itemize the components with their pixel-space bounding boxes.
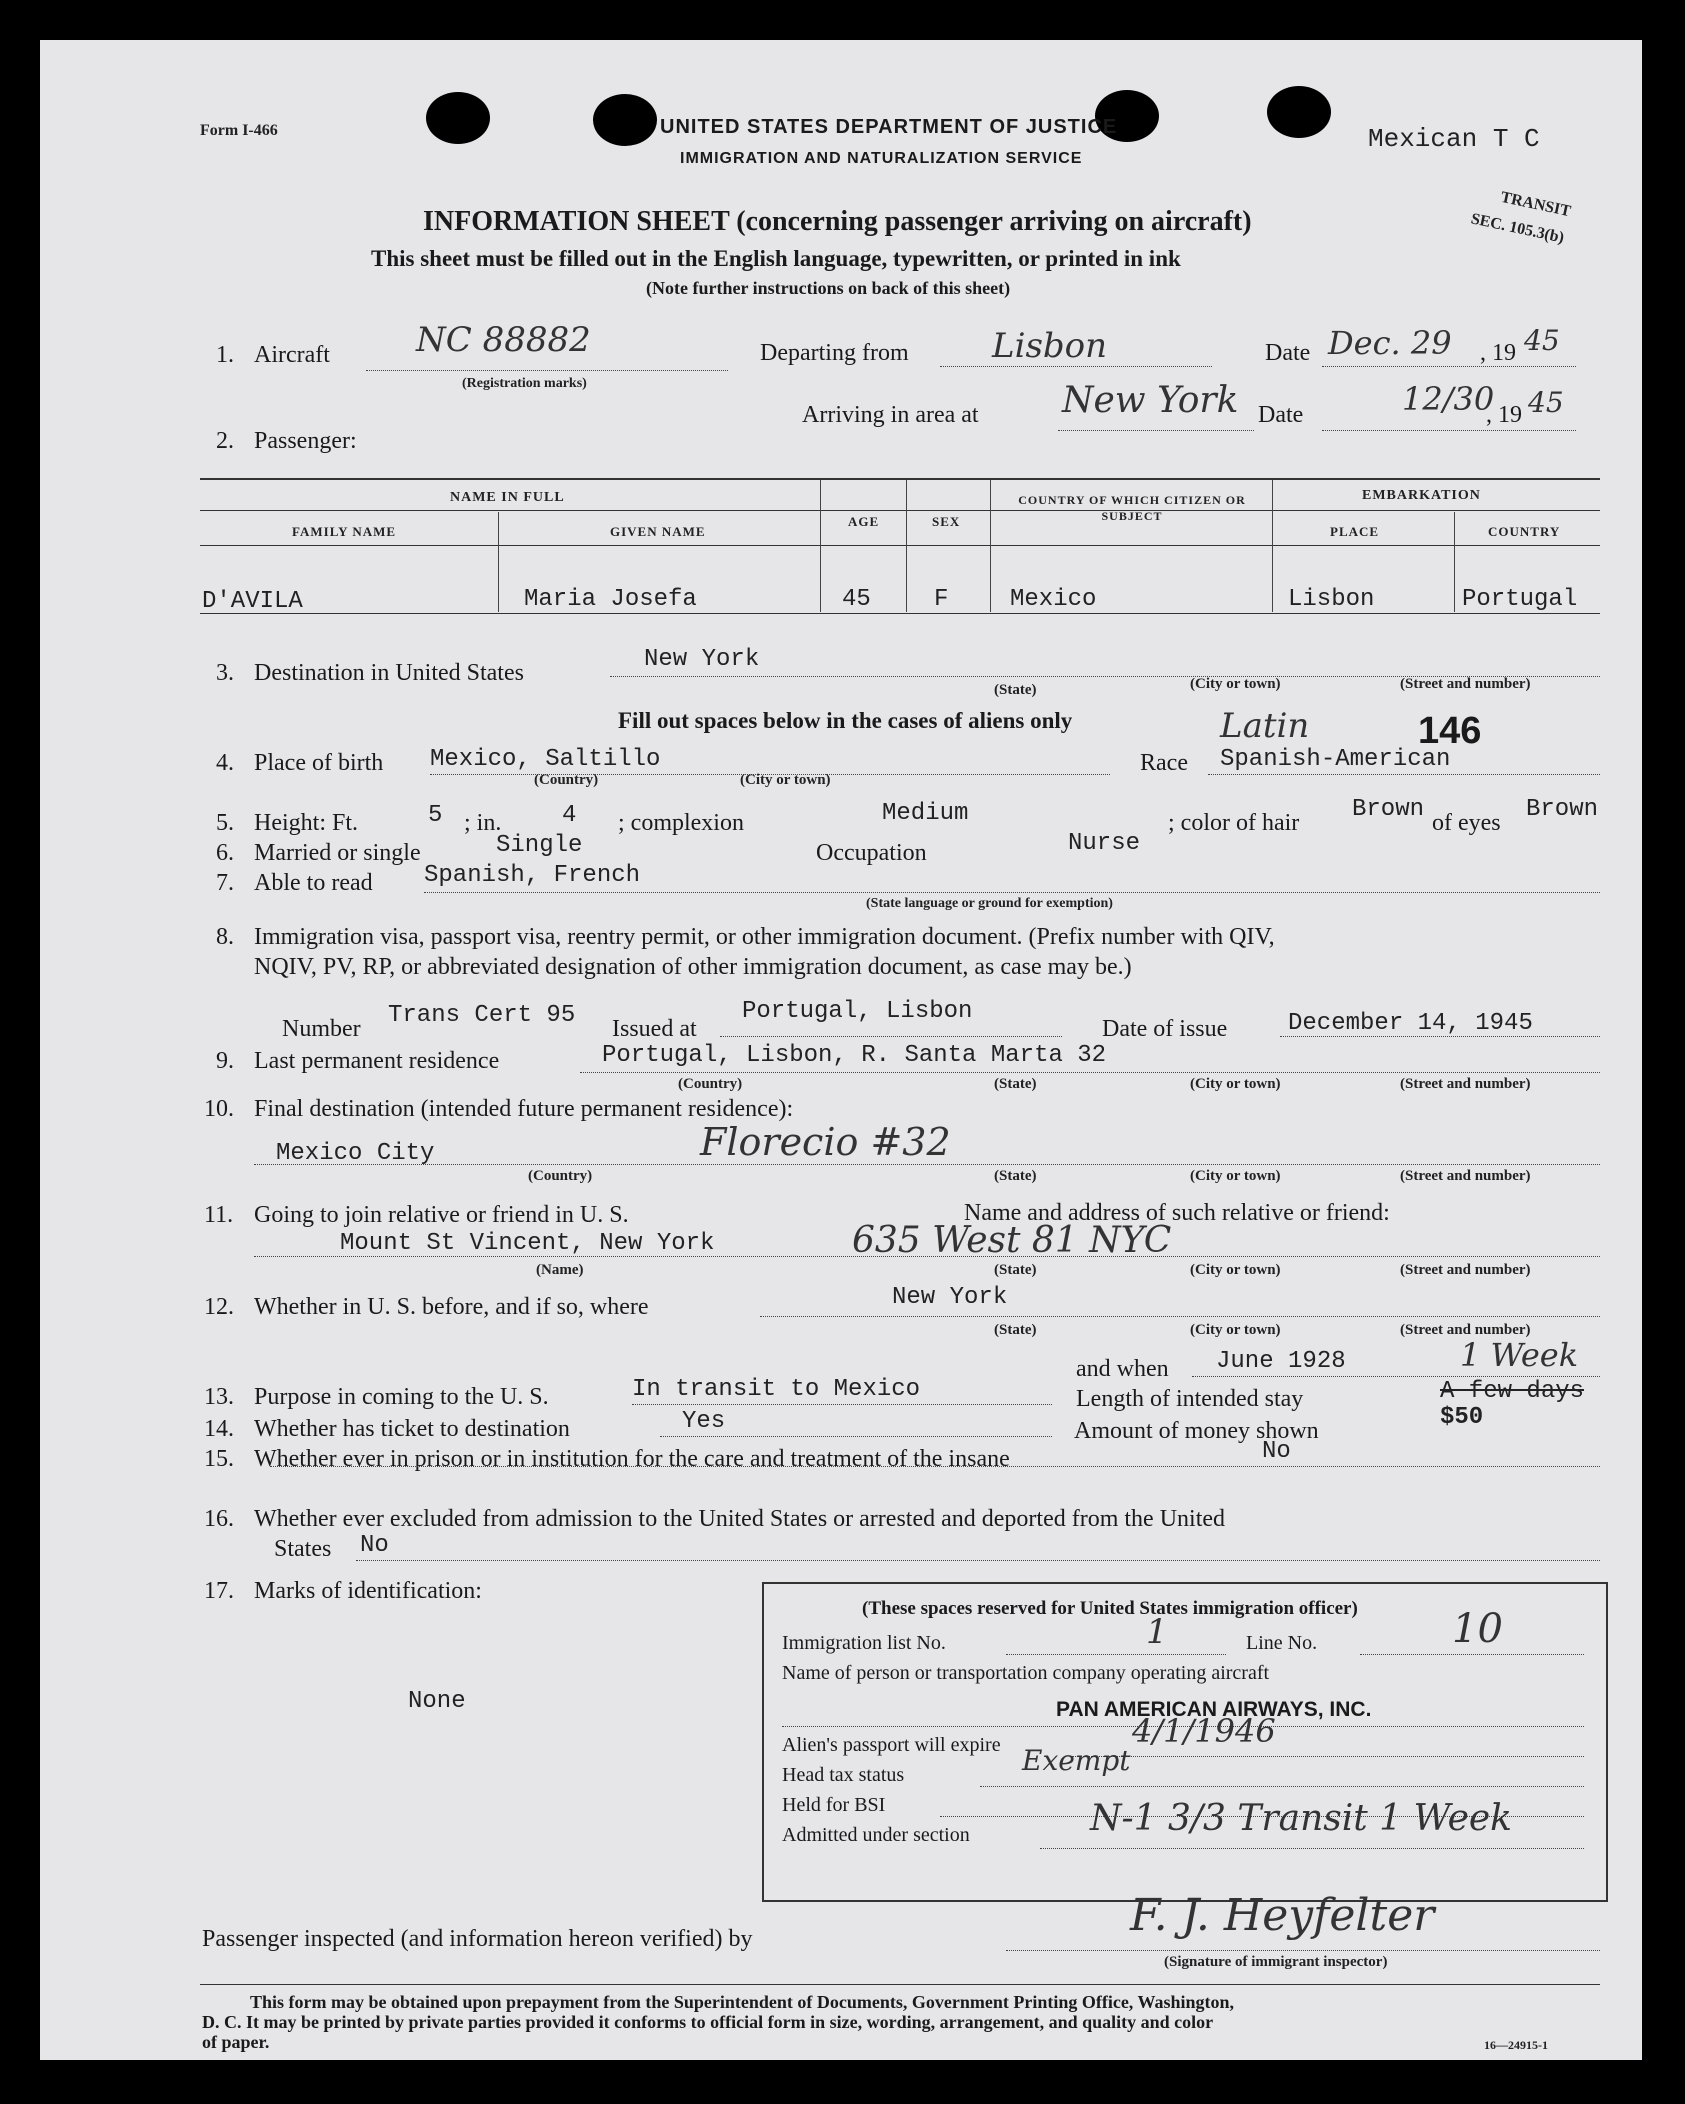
final-dest-street: Florecio #32 — [700, 1120, 951, 1164]
ticket-line — [660, 1436, 1052, 1437]
purpose-value: In transit to Mexico — [632, 1376, 921, 1403]
signature-caption: (Signature of immigrant inspector) — [1164, 1954, 1388, 1970]
table-col-rule — [1454, 512, 1455, 612]
line-no-line — [1360, 1654, 1584, 1655]
header-place: PLACE — [1330, 524, 1380, 539]
join-address: 635 West 81 NYC — [852, 1220, 1172, 1261]
caption-city: (City or town) — [1190, 1262, 1281, 1278]
item-number: 7. — [216, 870, 234, 896]
join-label: Going to join relative or friend in U. S. — [254, 1202, 629, 1228]
footer-line3: of paper. — [202, 2032, 270, 2052]
citizen-value: Mexico — [1010, 586, 1097, 613]
height-label: Height: Ft. — [254, 810, 359, 836]
when-label: and when — [1076, 1356, 1169, 1382]
visa-number: Trans Cert 95 — [388, 1002, 576, 1029]
item-number: 12. — [204, 1294, 234, 1320]
height-ft: 5 — [428, 802, 443, 829]
table-col-rule — [498, 512, 499, 612]
passport-line — [1072, 1756, 1584, 1757]
family-name-value: D'AVILA — [202, 588, 303, 615]
when-value: June 1928 — [1216, 1348, 1346, 1375]
header-age: AGE — [848, 514, 880, 529]
when-line — [1192, 1376, 1600, 1377]
table-col-rule — [990, 480, 991, 612]
table-sub-rule — [200, 545, 1600, 546]
punch-hole — [1267, 86, 1331, 138]
ticket-label: Whether has ticket to destination — [254, 1416, 570, 1442]
transit-stamp-line1: TRANSIT — [1499, 188, 1573, 221]
visa-label-line1: Immigration visa, passport visa, reentry permit, or other immigration document. (Prefix number with QIV, — [254, 924, 1275, 950]
caption-state: (State) — [994, 682, 1037, 698]
header-sex: SEX — [932, 514, 961, 529]
departure-date: Dec. 29 — [1328, 324, 1452, 362]
caption-city: (City or town) — [1190, 676, 1281, 692]
item-number: 6. — [216, 840, 234, 866]
join-line — [254, 1256, 1600, 1257]
aircraft-line — [366, 370, 728, 371]
birth-label: Place of birth — [254, 750, 384, 776]
marks-value: None — [408, 1688, 466, 1715]
item-number: 5. — [216, 810, 234, 836]
eyes-label: of eyes — [1432, 810, 1501, 836]
table-bottom-rule — [200, 613, 1600, 614]
arrival-date-label: Date — [1258, 402, 1304, 428]
race-label: Race — [1140, 750, 1188, 776]
purpose-label: Purpose in coming to the U. S. — [254, 1384, 549, 1410]
money-label: Amount of money shown — [1074, 1418, 1319, 1444]
departing-line — [940, 366, 1212, 367]
emb-place-value: Lisbon — [1288, 586, 1375, 613]
departing-value: Lisbon — [992, 326, 1108, 366]
purpose-line — [632, 1404, 1052, 1405]
marks-label: Marks of identification: — [254, 1578, 482, 1604]
aliens-heading: Fill out spaces below in the cases of aliens only — [618, 708, 1073, 733]
item-number: 8. — [216, 924, 234, 950]
sex-value: F — [934, 586, 949, 613]
item-number: 9. — [216, 1048, 234, 1074]
occupation-label: Occupation — [816, 840, 927, 866]
list-number: 1 — [1146, 1612, 1168, 1652]
ticket-value: Yes — [682, 1408, 726, 1435]
service-name: IMMIGRATION AND NATURALIZATION SERVICE — [680, 150, 1083, 167]
final-dest-label: Final destination (intended future permanent residence): — [254, 1096, 794, 1122]
item-number: 2. — [216, 428, 234, 454]
caption-street: (Street and number) — [1400, 676, 1531, 692]
visa-issued: Portugal, Lisbon — [742, 998, 973, 1025]
stay-value: A few days — [1440, 1378, 1585, 1405]
inspected-label: Passenger inspected (and information hereon verified) by — [202, 1926, 753, 1952]
destination-label: Destination in United States — [254, 660, 524, 686]
item-number: 13. — [204, 1384, 234, 1410]
visa-date-label: Date of issue — [1102, 1016, 1228, 1042]
item-number: 4. — [216, 750, 234, 776]
visa-issued-line — [720, 1036, 1062, 1037]
before-value: New York — [892, 1284, 1008, 1311]
race-handwritten: Latin — [1220, 706, 1310, 746]
given-name-value: Maria Josefa — [524, 586, 697, 613]
caption-country: (Country) — [534, 772, 599, 788]
hair-value: Brown — [1352, 796, 1425, 823]
read-line — [424, 892, 1600, 893]
join-name-label: Name and address of such relative or friend: — [964, 1200, 1390, 1226]
height-in-label: ; in. — [464, 810, 502, 836]
list-label: Immigration list No. — [782, 1632, 946, 1654]
caption-state: (State) — [994, 1262, 1037, 1278]
form-sheet — [40, 40, 1642, 2060]
passport-label: Alien's passport will expire — [782, 1734, 1001, 1756]
inspector-signature: F. J. Heyfelter — [1130, 1890, 1435, 1941]
line-label: Line No. — [1246, 1632, 1318, 1654]
header-name-in-full: NAME IN FULL — [450, 490, 565, 505]
section-line — [1040, 1848, 1584, 1849]
table-col-rule — [906, 480, 907, 612]
officer-box-title: (These spaces reserved for United States immigration officer) — [862, 1598, 1358, 1619]
occupation-value: Nurse — [1068, 830, 1141, 857]
header-given-name: GIVEN NAME — [610, 524, 706, 539]
read-caption: (State language or ground for exemption) — [866, 896, 1113, 911]
caption-country: (Country) — [528, 1168, 593, 1184]
footer-code: 16—24915-1 — [1484, 2038, 1548, 2052]
tax-label: Head tax status — [782, 1764, 905, 1786]
table-top-rule — [200, 478, 1600, 480]
caption-state: (State) — [994, 1168, 1037, 1184]
excluded-line — [356, 1560, 1600, 1561]
arriving-line — [1058, 430, 1254, 431]
married-value: Single — [496, 832, 583, 859]
caption-city: (City or town) — [1190, 1076, 1281, 1092]
visa-date-line — [1280, 1036, 1600, 1037]
prison-value: No — [1262, 1438, 1291, 1465]
visa-number-label: Number — [282, 1016, 361, 1042]
section-value: N-1 3/3 Transit 1 Week — [1090, 1798, 1512, 1839]
arrival-year: 45 — [1528, 386, 1564, 419]
departure-year-prefix: , 19 — [1480, 340, 1516, 366]
departure-year: 45 — [1524, 324, 1560, 357]
header-country: COUNTRY OF WHICH CITIZEN OR SUBJECT — [1018, 493, 1246, 523]
item-number: 11. — [204, 1202, 234, 1228]
passport-value: 4/1/1946 — [1132, 1712, 1276, 1750]
caption-name: (Name) — [536, 1262, 584, 1278]
eyes-value: Brown — [1526, 796, 1599, 823]
table-col-rule — [820, 480, 821, 612]
footer-line1: This form may be obtained upon prepayment from the Superintendent of Documents, Government Printing Office, Washington, — [250, 1992, 1235, 2012]
caption-state: (State) — [994, 1322, 1037, 1338]
prison-line — [270, 1466, 1600, 1467]
read-label: Able to read — [254, 870, 373, 896]
table-col-rule — [1272, 480, 1273, 612]
item-number: 16. — [204, 1506, 234, 1532]
aircraft-label: Aircraft — [254, 342, 330, 368]
registration-caption: (Registration marks) — [462, 376, 587, 391]
height-in: 4 — [562, 802, 577, 829]
caption-state: (State) — [994, 1076, 1037, 1092]
complexion-value: Medium — [882, 800, 969, 827]
tax-line — [980, 1786, 1584, 1787]
caption-city: (City or town) — [1190, 1322, 1281, 1338]
header-embarkation: EMBARKATION — [1362, 488, 1481, 503]
footer-line2: D. C. It may be printed by private parties provided it conforms to official form in size, wording, arrangement, and quality and color — [202, 2012, 1214, 2032]
married-label: Married or single — [254, 840, 421, 866]
birth-value: Mexico, Saltillo — [430, 746, 661, 773]
read-value: Spanish, French — [424, 862, 641, 889]
arriving-label: Arriving in area at — [802, 402, 979, 428]
excluded-label-line1: Whether ever excluded from admission to the United States or arrested and deported from the United — [254, 1506, 1226, 1532]
item-number: 15. — [204, 1446, 234, 1472]
passenger-label: Passenger: — [254, 428, 357, 454]
final-dest-line — [254, 1164, 1600, 1165]
caption-city: (City or town) — [1190, 1168, 1281, 1184]
age-value: 45 — [842, 586, 871, 613]
instruction-line: This sheet must be filled out in the English language, typewritten, or printed in ink — [371, 246, 1181, 271]
operator-label: Name of person or transportation company operating aircraft — [782, 1662, 1270, 1684]
residence-label: Last permanent residence — [254, 1048, 500, 1074]
agency-name: UNITED STATES DEPARTMENT OF JUSTICE — [660, 116, 1118, 138]
page-title: INFORMATION SHEET (concerning passenger arriving on aircraft) — [423, 206, 1252, 237]
residence-value: Portugal, Lisbon, R. Santa Marta 32 — [602, 1042, 1107, 1069]
tax-value: Exempt — [1022, 1744, 1131, 1777]
before-hand-note: 1 Week — [1460, 1336, 1579, 1374]
header-emb-country: COUNTRY — [1488, 524, 1561, 539]
signature-line — [1006, 1950, 1600, 1951]
bsi-label: Held for BSI — [782, 1794, 886, 1816]
item-number: 14. — [204, 1416, 234, 1442]
form-number: Form I-466 — [200, 122, 278, 139]
departure-date-line — [1322, 366, 1576, 367]
destination-value: New York — [644, 646, 760, 673]
caption-city: (City or town) — [740, 772, 831, 788]
item-number: 17. — [204, 1578, 234, 1604]
table-mid-rule — [200, 510, 1600, 511]
race-code: 146 — [1418, 710, 1482, 752]
arrival-year-prefix: , 19 — [1486, 402, 1522, 428]
transit-stamp-line2: SEC. 105.3(b) — [1469, 210, 1566, 247]
header-family-name: FAMILY NAME — [292, 524, 397, 539]
excluded-label-line2: States — [274, 1536, 332, 1562]
caption-country: (Country) — [678, 1076, 743, 1092]
prison-label: Whether ever in prison or in institution for the care and treatment of the insane — [254, 1446, 1010, 1472]
final-dest-country: Mexico City — [276, 1140, 435, 1167]
operator-value: PAN AMERICAN AIRWAYS, INC. — [1056, 1698, 1372, 1721]
arrival-date: 12/30 — [1402, 380, 1495, 418]
visa-date: December 14, 1945 — [1288, 1010, 1533, 1037]
corner-note: Mexican T C — [1368, 124, 1540, 154]
item-number: 3. — [216, 660, 234, 686]
departure-date-label: Date — [1265, 340, 1311, 366]
aircraft-value: NC 88882 — [416, 320, 591, 360]
hair-label: ; color of hair — [1168, 810, 1300, 836]
emb-country-value: Portugal — [1462, 586, 1578, 613]
punch-hole — [593, 94, 657, 146]
join-name: Mount St Vincent, New York — [340, 1230, 715, 1257]
item-number: 10. — [204, 1096, 234, 1122]
list-line — [1006, 1654, 1226, 1655]
complexion-label: ; complexion — [618, 810, 744, 836]
item-number: 1. — [216, 342, 234, 368]
section-label: Admitted under section — [782, 1824, 970, 1846]
race-line — [1208, 774, 1600, 775]
arrival-date-line — [1322, 430, 1576, 431]
caption-street: (Street and number) — [1400, 1262, 1531, 1278]
money-value: $50 — [1440, 1404, 1484, 1431]
punch-hole — [426, 92, 490, 144]
caption-street: (Street and number) — [1400, 1168, 1531, 1184]
excluded-value: No — [360, 1532, 389, 1559]
arriving-value: New York — [1062, 380, 1239, 421]
footer-rule — [200, 1984, 1600, 1985]
line-number: 10 — [1452, 1606, 1503, 1652]
before-label: Whether in U. S. before, and if so, where — [254, 1294, 649, 1320]
race-value: Spanish-American — [1220, 746, 1451, 773]
stay-label: Length of intended stay — [1076, 1386, 1304, 1412]
note-line: (Note further instructions on back of this sheet) — [646, 278, 1011, 298]
visa-label-line2: NQIV, PV, RP, or abbreviated designation of other immigration document, as case may be.) — [254, 954, 1132, 980]
before-line — [760, 1316, 1600, 1317]
caption-street: (Street and number) — [1400, 1322, 1531, 1338]
caption-street: (Street and number) — [1400, 1076, 1531, 1092]
departing-label: Departing from — [760, 340, 909, 366]
residence-line — [580, 1072, 1600, 1073]
visa-issued-label: Issued at — [612, 1016, 697, 1042]
